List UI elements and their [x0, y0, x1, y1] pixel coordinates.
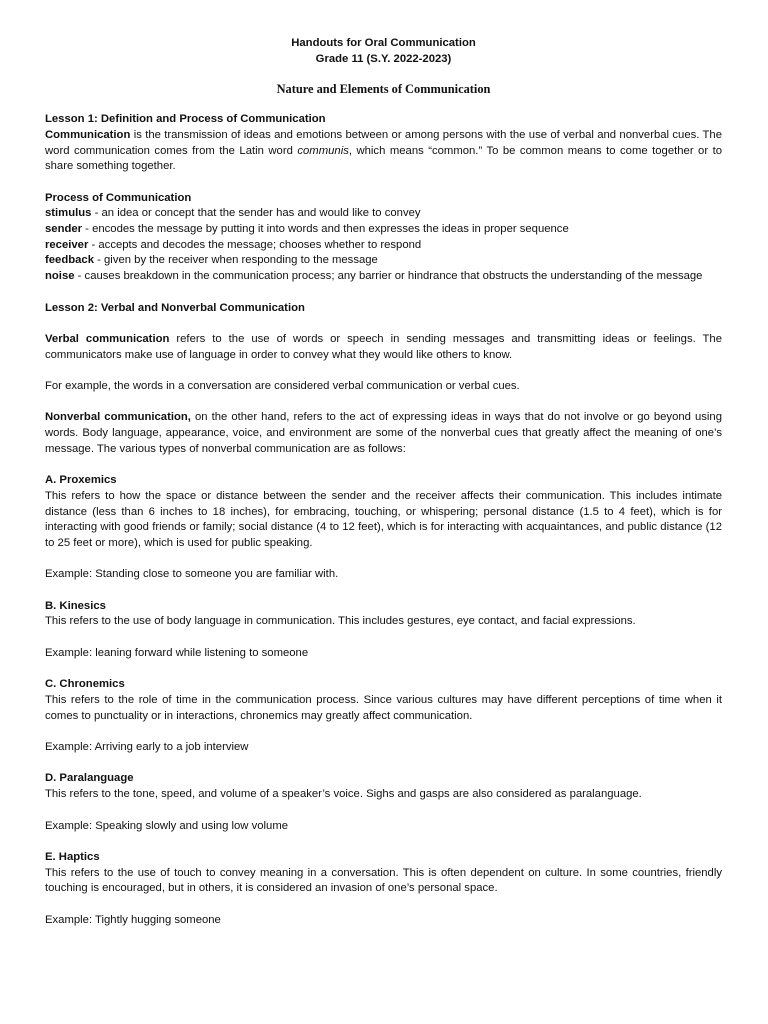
process-term: receiver	[45, 238, 89, 251]
type-body-paralanguage: This refers to the tone, speed, and volume of a speaker’s voice. Sighs and gasps are also considered as paralanguage.	[45, 788, 642, 801]
type-body-chronemics: This refers to the role of time in the communication process. Since various cultures may have different perceptions of time when it comes to punctuality or in interactions, chronemics may greatly affect communication.	[45, 693, 722, 722]
type-heading-proxemics: A. Proxemics	[45, 474, 117, 487]
document-title: Nature and Elements of Communication	[276, 82, 491, 97]
type-heading-kinesics: B. Kinesics	[45, 599, 106, 612]
process-item	[45, 222, 722, 238]
process-term: stimulus	[45, 207, 92, 220]
process-term: sender	[45, 223, 83, 236]
type-body-proxemics: This refers to how the space or distance between the sender and the receiver affects their communication. This includes intimate distance (less than 6 inches to 18 inches), for embracing, touching, or whispering; personal distance (1.5 to 4 feet), which is for interacting with good friends or family; social distance (4 to 12 feet), which is for interacting with acquaintances, and public distance (12 to 25 feet or more), which is used for public speaking.	[45, 489, 722, 549]
type-heading-paralanguage: D. Paralanguage	[45, 772, 134, 785]
process-desc: - an idea or concept that the sender has and would like to convey	[91, 207, 421, 220]
handout-title: Handouts for Oral Communication	[291, 37, 476, 49]
process-list	[45, 206, 722, 285]
type-example-kinesics: Example: leaning forward while listening to someone	[45, 646, 309, 659]
nonverbal-text: on the other hand, refers to the act of expressing ideas in ways that do not involve or go beyond using words. Body language, appearance, voice, and environment are some of the nonverbal cues that greatly affect the meaning of one’s message. The various types of nonverbal communication are as follows:	[45, 411, 722, 455]
type-body-kinesics: This refers to the use of body language in communication. This includes gestures, eye contact, and facial expressions.	[45, 615, 636, 628]
process-term: noise	[45, 270, 75, 283]
document-page	[45, 36, 722, 928]
definition-text-1: is the transmission of ideas and emotions between or among persons with the use of verbal and nonverbal cues. The word communication comes from the Latin word	[45, 128, 722, 157]
grade-line: Grade 11 (S.Y. 2022-2023)	[315, 52, 452, 65]
verbal-term: Verbal communication	[45, 332, 170, 345]
process-item	[45, 206, 722, 222]
type-heading-haptics: E. Haptics	[45, 850, 100, 863]
process-heading: Process of Communication	[45, 191, 192, 204]
definition-term: Communication	[45, 128, 131, 141]
lesson1-heading: Lesson 1: Definition and Process of Communication	[45, 113, 326, 126]
type-example-proxemics: Example: Standing close to someone you are familiar with.	[45, 568, 339, 581]
process-desc: - causes breakdown in the communication process; any barrier or hindrance that obstructs the understanding of the message	[74, 270, 703, 283]
verbal-paragraph	[45, 332, 722, 363]
nonverbal-paragraph	[45, 410, 722, 457]
nonverbal-term: Nonverbal communication,	[45, 411, 191, 424]
definition-text-2: , which means “common.” To be common means to come together or to share something together.	[45, 144, 722, 173]
latin-word: communis	[297, 144, 349, 157]
type-example-haptics: Example: Tightly hugging someone	[45, 913, 221, 926]
process-desc: - accepts and decodes the message; chooses whether to respond	[88, 238, 422, 251]
type-heading-chronemics: C. Chronemics	[45, 678, 125, 691]
verbal-text: refers to the use of words or speech in sending messages and transmitting ideas or feelings. The communicators make use of language in order to convey what they would like others to know.	[45, 332, 722, 361]
type-example-chronemics: Example: Arriving early to a job interview	[45, 741, 249, 754]
process-desc: - given by the receiver when responding to the message	[93, 254, 378, 267]
process-item	[45, 269, 722, 285]
type-example-paralanguage: Example: Speaking slowly and using low volume	[45, 819, 289, 832]
lesson2-heading: Lesson 2: Verbal and Nonverbal Communication	[45, 301, 305, 314]
type-body-haptics: This refers to the use of touch to convey meaning in a conversation. This is often dependent on culture. In some countries, friendly touching is encouraged, but in others, it is considered an invasion of one’s personal space.	[45, 866, 722, 895]
process-desc: - encodes the message by putting it into words and then expresses the ideas in proper sequence	[82, 223, 569, 236]
process-item	[45, 238, 722, 254]
verbal-example: For example, the words in a conversation are considered verbal communication or verbal cues.	[45, 380, 520, 392]
process-term: feedback	[45, 254, 94, 267]
process-item	[45, 253, 722, 269]
communication-definition	[45, 128, 722, 175]
